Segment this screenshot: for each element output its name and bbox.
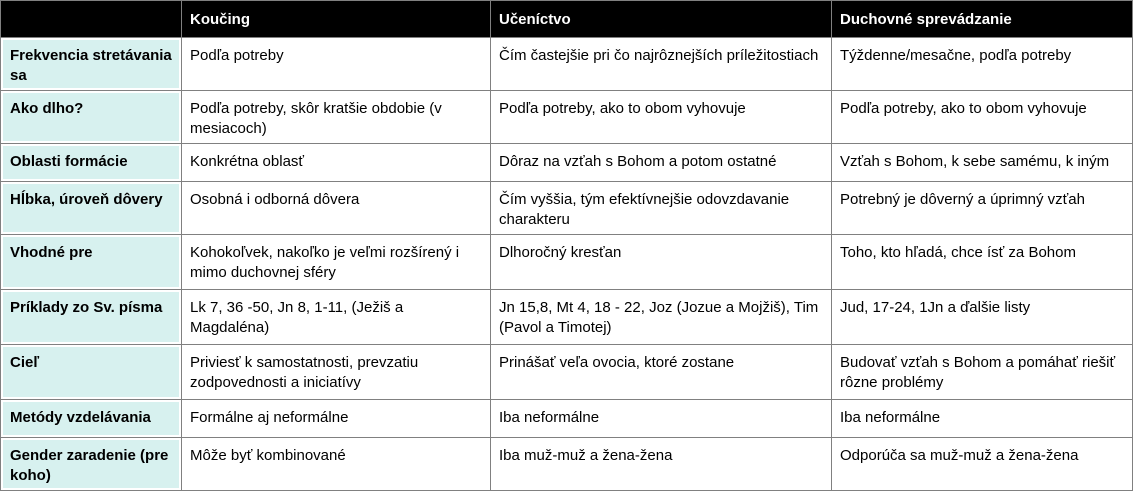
table-row [1, 91, 1133, 144]
table-row [1, 144, 1133, 182]
table-cell: Iba neformálne [832, 400, 1133, 438]
table-cell: Podľa potreby, skôr kratšie obdobie (v mesiacoch) [182, 91, 491, 144]
table-cell: Konkrétna oblasť [182, 144, 491, 182]
row-header-gender-zaradenie: Gender zaradenie (pre koho) [1, 438, 182, 491]
table-row [1, 438, 1133, 491]
table-cell: Vzťah s Bohom, k sebe samému, k iným [832, 144, 1133, 182]
table-cell: Osobná i odborná dôvera [182, 182, 491, 235]
row-header-ciel: Cieľ [1, 345, 182, 400]
table-row [1, 38, 1133, 91]
table-cell: Dôraz na vzťah s Bohom a potom ostatné [491, 144, 832, 182]
table-cell: Dlhoročný kresťan [491, 235, 832, 290]
column-header-ucenictvo: Učeníctvo [491, 1, 832, 38]
row-header-vhodne-pre: Vhodné pre [1, 235, 182, 290]
table-cell: Jud, 17-24, 1Jn a ďalšie listy [832, 290, 1133, 345]
table-cell: Budovať vzťah s Bohom a pomáhať riešiť rôzne problémy [832, 345, 1133, 400]
table-cell: Podľa potreby, ako to obom vyhovuje [491, 91, 832, 144]
table-header [1, 1, 1133, 38]
table-cell: Čím vyššia, tým efektívnejšie odovzdavanie charakteru [491, 182, 832, 235]
table-row [1, 290, 1133, 345]
row-header-frekvencia: Frekvencia stretávania sa [1, 38, 182, 91]
row-header-oblasti-formacie: Oblasti formácie [1, 144, 182, 182]
table-body [1, 38, 1133, 491]
table-cell: Kohokoľvek, nakoľko je veľmi rozšírený i mimo duchovnej sféry [182, 235, 491, 290]
table-cell: Jn 15,8, Mt 4, 18 - 22, Joz (Jozue a Mojžiš), Tim (Pavol a Timotej) [491, 290, 832, 345]
table-cell: Týždenne/mesačne, podľa potreby [832, 38, 1133, 91]
column-header-duchovne-sprevadzanie: Duchovné sprevádzanie [832, 1, 1133, 38]
table-cell: Podľa potreby, ako to obom vyhovuje [832, 91, 1133, 144]
row-header-ako-dlho: Ako dlho? [1, 91, 182, 144]
table-row [1, 182, 1133, 235]
table-cell: Iba muž-muž a žena-žena [491, 438, 832, 491]
column-header-koucing: Koučing [182, 1, 491, 38]
table-cell: Toho, kto hľadá, chce ísť za Bohom [832, 235, 1133, 290]
table-cell: Odporúča sa muž-muž a žena-žena [832, 438, 1133, 491]
table-cell: Čím častejšie pri čo najrôznejších príležitostiach [491, 38, 832, 91]
table-cell: Podľa potreby [182, 38, 491, 91]
table-cell: Prinášať veľa ovocia, ktoré zostane [491, 345, 832, 400]
table-row [1, 345, 1133, 400]
column-header-empty [1, 1, 182, 38]
row-header-hlbka-uroven-dovery: Hĺbka, úroveň dôvery [1, 182, 182, 235]
table-cell: Priviesť k samostatnosti, prevzatiu zodpovednosti a iniciatívy [182, 345, 491, 400]
table-row [1, 235, 1133, 290]
table-cell: Môže byť kombinované [182, 438, 491, 491]
table-row [1, 400, 1133, 438]
row-header-metody-vzdelavania: Metódy vzdelávania [1, 400, 182, 438]
row-header-priklady-zo-sv-pisma: Príklady zo Sv. písma [1, 290, 182, 345]
table-cell: Iba neformálne [491, 400, 832, 438]
header-row [1, 1, 1133, 38]
table-cell: Lk 7, 36 -50, Jn 8, 1-11, (Ježiš a Magdaléna) [182, 290, 491, 345]
table-cell: Potrebný je dôverný a úprimný vzťah [832, 182, 1133, 235]
table-cell: Formálne aj neformálne [182, 400, 491, 438]
